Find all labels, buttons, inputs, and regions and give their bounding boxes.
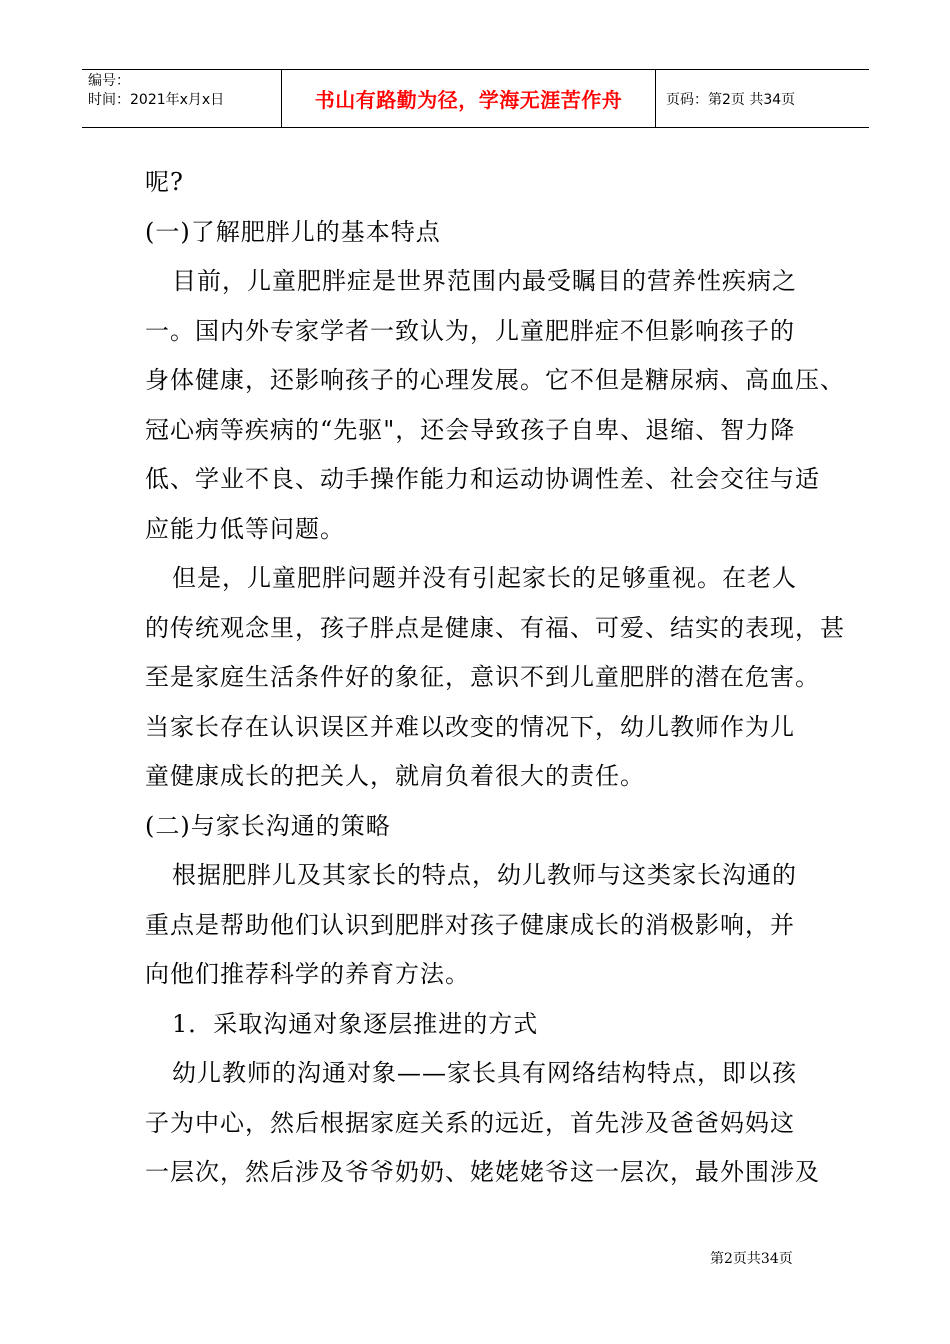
section-heading: (一)了解肥胖儿的基本特点	[145, 217, 441, 246]
page-header	[82, 69, 869, 128]
section-heading: (二)与家长沟通的策略	[145, 811, 391, 840]
body-line: 根据肥胖儿及其家长的特点，幼儿教师与这类家长沟通的	[172, 861, 797, 889]
body-line: 的传统观念里，孩子胖点是健康、有福、可爱、结实的表现，甚	[145, 613, 845, 642]
body-line: 重点是帮助他们认识到肥胖对孩子健康成长的消极影响，并	[145, 910, 795, 939]
document-body	[145, 158, 845, 1198]
body-line: 童健康成长的把关人，就肩负着很大的责任。	[145, 762, 645, 790]
page-footer: 第2页共34页	[710, 1251, 793, 1267]
body-line: 应能力低等问题。	[145, 514, 345, 543]
body-line: 但是，儿童肥胖问题并没有引起家长的足够重视。在老人	[172, 564, 797, 592]
body-line: 当家长存在认识误区并难以改变的情况下，幼儿教师作为儿	[145, 712, 795, 741]
header-page-info-cell	[656, 70, 869, 127]
body-line: 目前，儿童肥胖症是世界范围内最受瞩目的营养性疾病之	[172, 267, 797, 295]
body-line: 至是家庭生活条件好的象征，意识不到儿童肥胖的潜在危害。	[145, 663, 820, 691]
body-line: 一。国内外专家学者一致认为，儿童肥胖症不但影响孩子的	[145, 316, 795, 345]
document-number-label: 编号：	[88, 73, 130, 89]
header-meta	[82, 70, 282, 127]
header-page-info: 页码：第2页 共34页	[666, 91, 796, 108]
header-motto: 书山有路勤为径，学海无涯苦作舟	[314, 88, 623, 112]
subsection-heading: 1．采取沟通对象逐层推进的方式	[172, 1009, 539, 1038]
body-line: 子为中心，然后根据家庭关系的远近，首先涉及爸爸妈妈这	[145, 1108, 795, 1137]
body-line: 幼儿教师的沟通对象——家长具有网络结构特点，即以孩	[172, 1059, 797, 1087]
document-time-label: 时间：2021年x月x日	[88, 92, 225, 108]
body-line: 呢?	[145, 168, 184, 196]
body-line: 一层次，然后涉及爷爷奶奶、姥姥姥爷这一层次，最外围涉及	[145, 1158, 820, 1186]
body-line: 冠心病等疾病的“先驱"，还会导致孩子自卑、退缩、智力降	[145, 415, 796, 444]
body-line: 身体健康，还影响孩子的心理发展。它不但是糖尿病、高血压、	[145, 366, 845, 394]
body-line: 低、学业不良、动手操作能力和运动协调性差、社会交往与适	[145, 465, 820, 493]
header-motto-cell	[282, 70, 656, 127]
body-line: 向他们推荐科学的养育方法。	[145, 960, 470, 988]
